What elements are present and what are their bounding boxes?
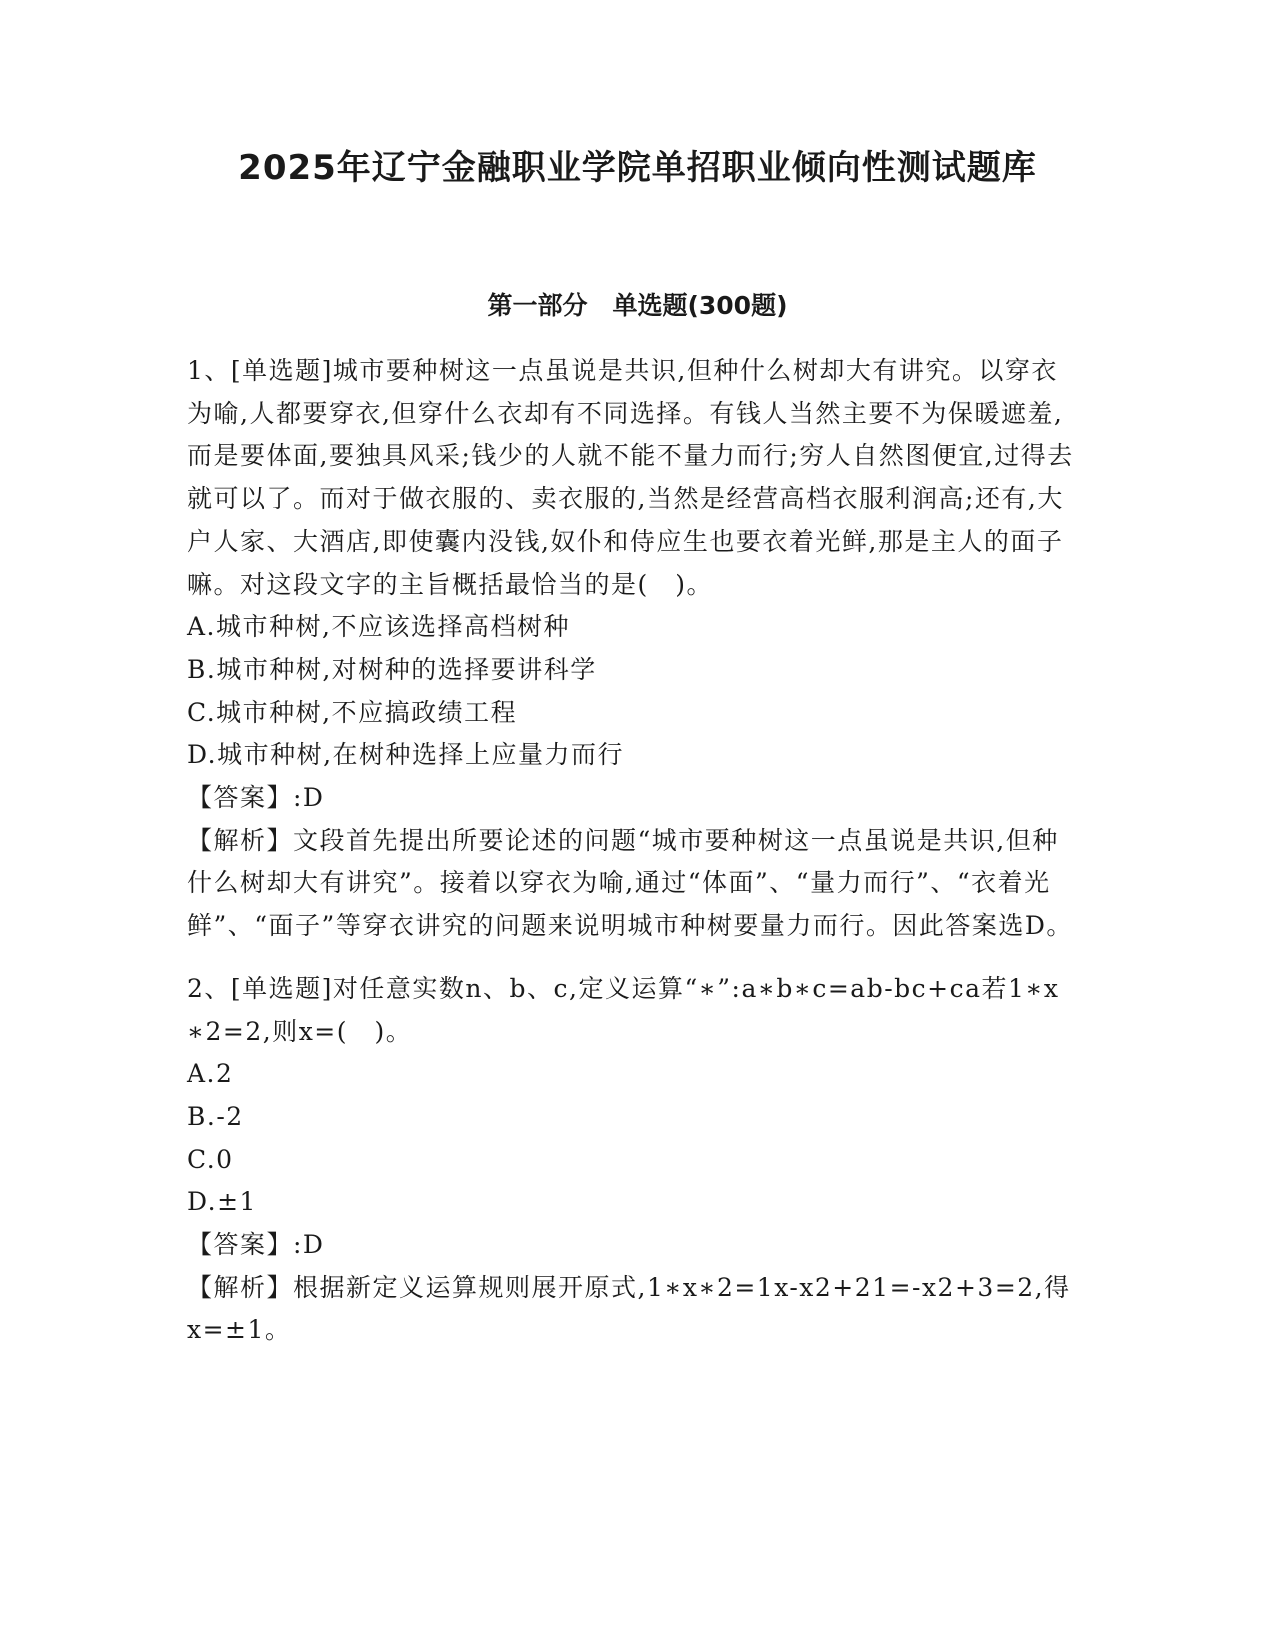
question-list bbox=[187, 350, 1077, 1352]
section-title: 第一部分 单选题(300题) bbox=[487, 291, 788, 320]
option-d: D.城市种树,在树种选择上应量力而行 bbox=[187, 740, 625, 770]
option-b: B.城市种树,对树种的选择要讲科学 bbox=[187, 654, 597, 684]
document-title: 2025年辽宁金融职业学院单招职业倾向性测试题库 bbox=[238, 148, 1037, 188]
answer: 【答案】:D bbox=[187, 783, 325, 813]
question-stem: 2、[单选题]对任意实数n、b、c,定义运算“∗”:a∗b∗c=ab-bc+ca若1∗x∗2=2,则x=( )。 bbox=[187, 973, 1060, 1046]
analysis: 【解析】文段首先提出所要论述的问题“城市要种树这一点虽说是共识,但种什么树却大有讲究”。接着以穿衣为喻,通过“体面”、“量力而行”、“衣着光鲜”、“面子”等穿衣讲究的问题来说明城市种树要量力而行。因此答案选D。 bbox=[187, 825, 1073, 941]
analysis: 【解析】根据新定义运算规则展开原式,1∗x∗2=1x-x2+21=-x2+3=2,得x=±1。 bbox=[187, 1272, 1071, 1345]
option-c: C.0 bbox=[187, 1144, 234, 1174]
answer: 【答案】:D bbox=[187, 1230, 325, 1260]
option-b: B.-2 bbox=[187, 1101, 244, 1131]
option-a: A.城市种树,不应该选择高档树种 bbox=[187, 612, 570, 642]
question-2 bbox=[187, 968, 1077, 1352]
question-1 bbox=[187, 350, 1077, 948]
option-c: C.城市种树,不应搞政绩工程 bbox=[187, 697, 518, 727]
option-d: D.±1 bbox=[187, 1187, 257, 1217]
question-stem: 1、[单选题]城市要种树这一点虽说是共识,但种什么树却大有讲究。以穿衣为喻,人都要穿衣,但穿什么衣却有不同选择。有钱人当然主要不为保暖遮羞,而是要体面,要独具风采;钱少的人就不能不量力而行;穷人自然图便宜,过得去就可以了。而对于做衣服的、卖衣服的,当然是经营高档衣服利润高;还有,大户人家、大酒店,即使囊内没钱,奴仆和侍应生也要衣着光鲜,那是主人的面子嘛。对这段文字的主旨概括最恰当的是( )。 bbox=[187, 356, 1074, 599]
option-a: A.2 bbox=[187, 1059, 234, 1089]
